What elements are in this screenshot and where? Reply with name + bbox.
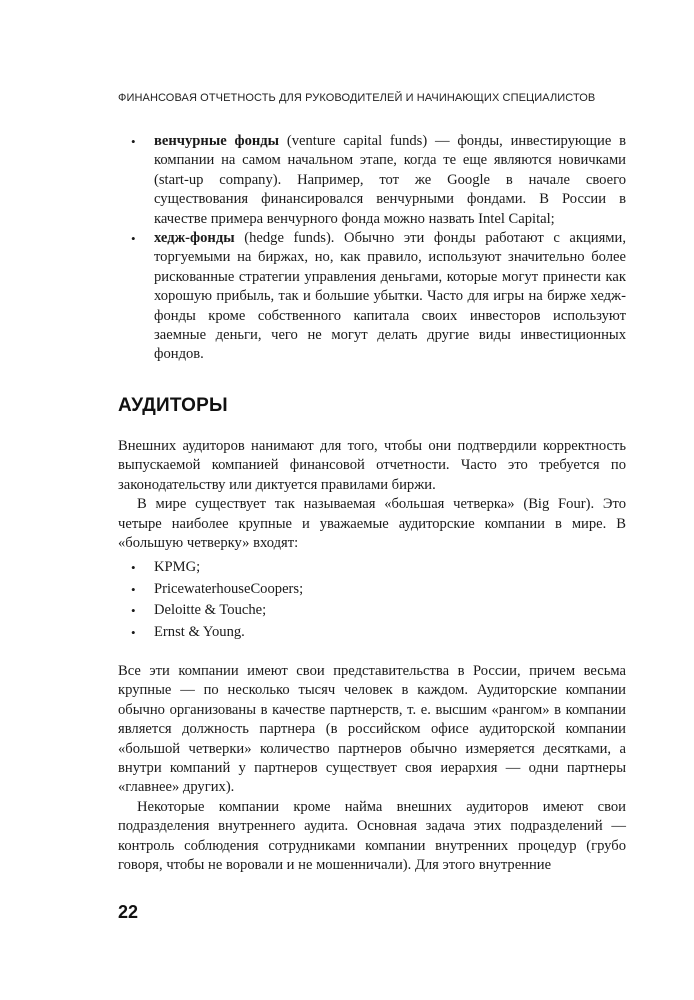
list-item-label: PricewaterhouseCoopers; — [154, 580, 304, 597]
list-item-label: KPMG; — [154, 559, 201, 576]
paragraph-russia-offices: Все эти компании имеют свои представительства в России, причем весьма крупные — по несколько тысяч человек в каждом. Аудиторские компании обычно организованы в качестве партнерств, т. е. высшим «рангом» в компании является должность партнера (в российском офисе аудиторской компании «большой четверки» количество партнеров обычно измеряется десятками, а внутри компаний у партнеров существует своя иерархия — одни партнеры «главнее» других). — [118, 662, 626, 796]
list-item — [118, 229, 626, 365]
bullet-icon: • — [131, 603, 136, 619]
definition-hedge-funds: (hedge funds). Обычно эти фонды работают с акциями, торгуемыми на биржах, но, как правило, используют значительно более рискованные стратегии управления деньгами, которые могут принести как хорошую прибыль, так и большие убытки. Часто для игры на бирже хедж-фонды кроме собственного капитала своих инвесторов используют заемные деньги, чего не могут делать другие виды инвестиционных фондов. — [154, 230, 626, 363]
page-content — [118, 132, 626, 875]
bullet-icon: • — [131, 134, 136, 149]
list-item-label: Ernst & Young. — [154, 623, 245, 640]
fund-types-list — [118, 132, 626, 365]
bullet-icon: • — [131, 624, 136, 640]
page-number: 22 — [118, 902, 139, 922]
list-item — [118, 622, 626, 643]
paragraph-internal-audit: Некоторые компании кроме найма внешних аудиторов имеют свои подразделения внутреннего аудита. Основная задача этих подразделений — контроль соблюдения сотрудниками компании внутренних процедур (грубо говоря, чтобы не воровали и не мошенничали). Для этого внутренние — [118, 798, 626, 873]
list-item — [118, 557, 626, 578]
running-head: ФИНАНСОВАЯ ОТЧЕТНОСТЬ ДЛЯ РУКОВОДИТЕЛЕЙ И НАЧИНАЮЩИХ СПЕЦИАЛИСТОВ — [118, 92, 596, 104]
list-item-label: Deloitte & Touche; — [154, 602, 267, 619]
paragraph-big-four: В мире существует так называемая «большая четверка» (Big Four). Это четыре наиболее крупные и уважаемые аудиторские компании в мире. В «большую четверку» входят: — [118, 496, 626, 551]
bullet-icon: • — [131, 231, 136, 247]
list-item — [118, 579, 626, 600]
term-venture-funds: венчурные фонды — [154, 133, 280, 149]
section-heading: АУДИТОРЫ — [118, 394, 228, 416]
paragraph-external-auditors: Внешних аудиторов нанимают для того, чтобы они подтвердили корректность выпускаемой компанией финансовой отчетности. Часто это требуется по законодательству или диктуется правилами биржи. — [118, 437, 626, 493]
term-hedge-funds: хедж-фонды — [154, 230, 235, 247]
definition-venture-funds: (venture capital funds) — фонды, инвестирующие в компании на самом начальном этапе, когда те еще являются новичками (start-up company). Например, тот же Google в начале своего существования финансировался венчурными фондами. В России в качестве примера венчурного фонда можно назвать Intel Capital; — [154, 133, 627, 227]
spacer — [118, 643, 626, 662]
bullet-icon: • — [131, 560, 136, 576]
list-item — [118, 600, 626, 621]
bullet-icon: • — [131, 581, 136, 597]
big-four-list — [118, 557, 626, 643]
list-item — [118, 132, 626, 229]
